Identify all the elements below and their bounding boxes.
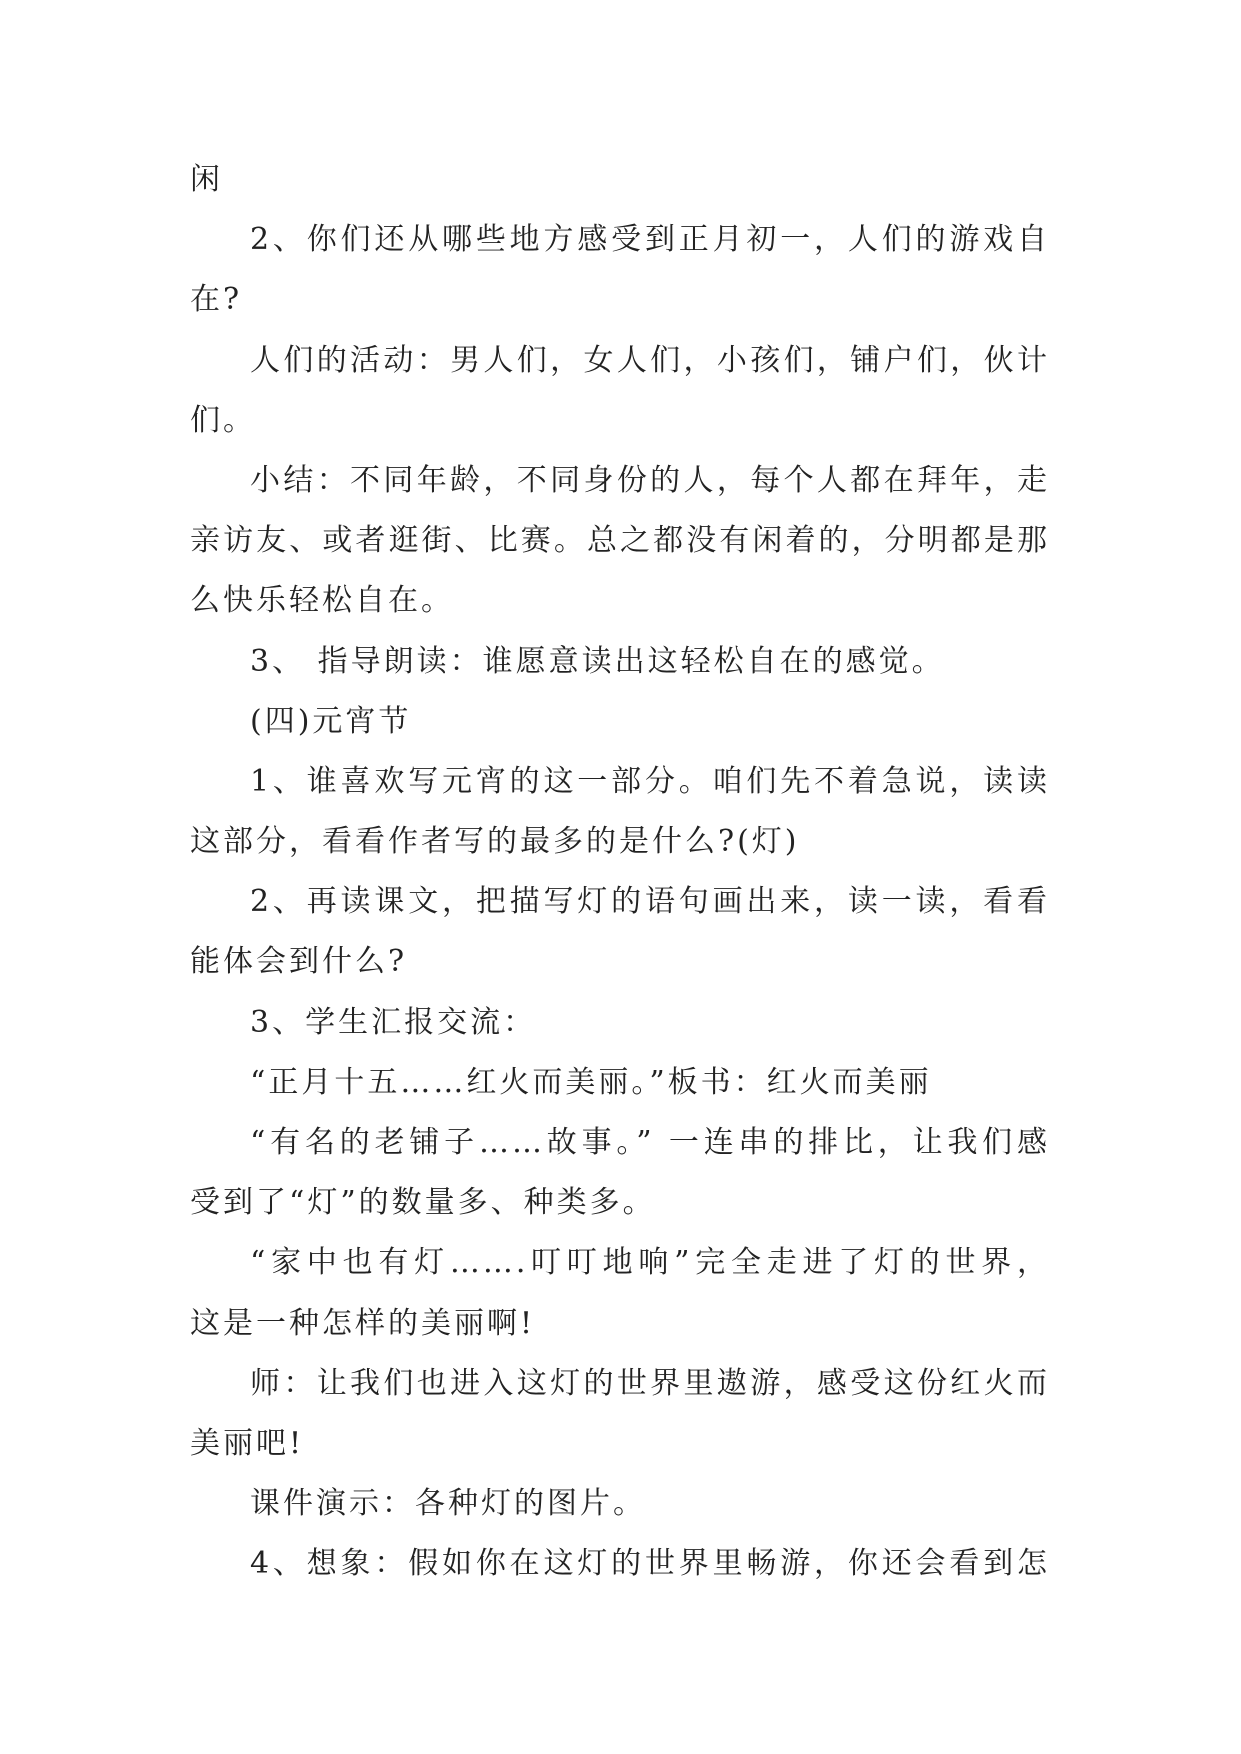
text-line: 2、再读课文，把描写灯的语句画出来，读一读，看看 — [250, 884, 1050, 920]
text-line: 这是一种怎样的美丽啊! — [190, 1305, 536, 1341]
text-line: 2、你们还从哪些地方感受到正月初一，人们的游戏自 — [250, 222, 1050, 258]
text-line: 受到了“灯”的数量多、种类多。 — [190, 1185, 656, 1221]
text-line: “正月十五……红火而美丽。”板书：红火而美丽 — [250, 1064, 932, 1100]
text-line: “家中也有灯…….叮叮地响”完全走进了灯的世界， — [250, 1245, 1050, 1281]
document-page — [190, 160, 1050, 1605]
text-line: 在? — [190, 282, 243, 318]
text-line: “有名的老铺子……故事。” 一连串的排比，让我们感 — [250, 1125, 1050, 1160]
text-line: 1、谁喜欢写元宵的这一部分。咱们先不着急说，读读 — [250, 763, 1050, 799]
text-line: 4、想象：假如你在这灯的世界里畅游，你还会看到怎 — [250, 1546, 1050, 1582]
text-line: 们。 — [190, 402, 256, 438]
text-line: 么快乐轻松自在。 — [190, 583, 454, 619]
text-line: 小结：不同年龄，不同身份的人，每个人都在拜年，走 — [250, 462, 1050, 498]
text-line: 能体会到什么? — [190, 944, 408, 980]
text-line: 闲 — [190, 162, 223, 197]
text-line: 师：让我们也进入这灯的世界里遨游，感受这份红火而 — [250, 1365, 1050, 1401]
text-line: 3、学生汇报交流： — [250, 1004, 537, 1040]
text-line: 这部分，看看作者写的最多的是什么?(灯) — [190, 824, 800, 860]
section-heading: (四)元宵节 — [250, 703, 412, 739]
text-line: 3、 指导朗读：谁愿意读出这轻松自在的感觉。 — [250, 643, 945, 679]
text-line: 人们的活动：男人们，女人们，小孩们，铺户们，伙计 — [250, 342, 1050, 378]
text-line: 课件演示：各种灯的图片。 — [250, 1486, 646, 1522]
text-line: 亲访友、或者逛街、比赛。总之都没有闲着的，分明都是那 — [190, 523, 1050, 559]
text-line: 美丽吧! — [190, 1425, 305, 1461]
